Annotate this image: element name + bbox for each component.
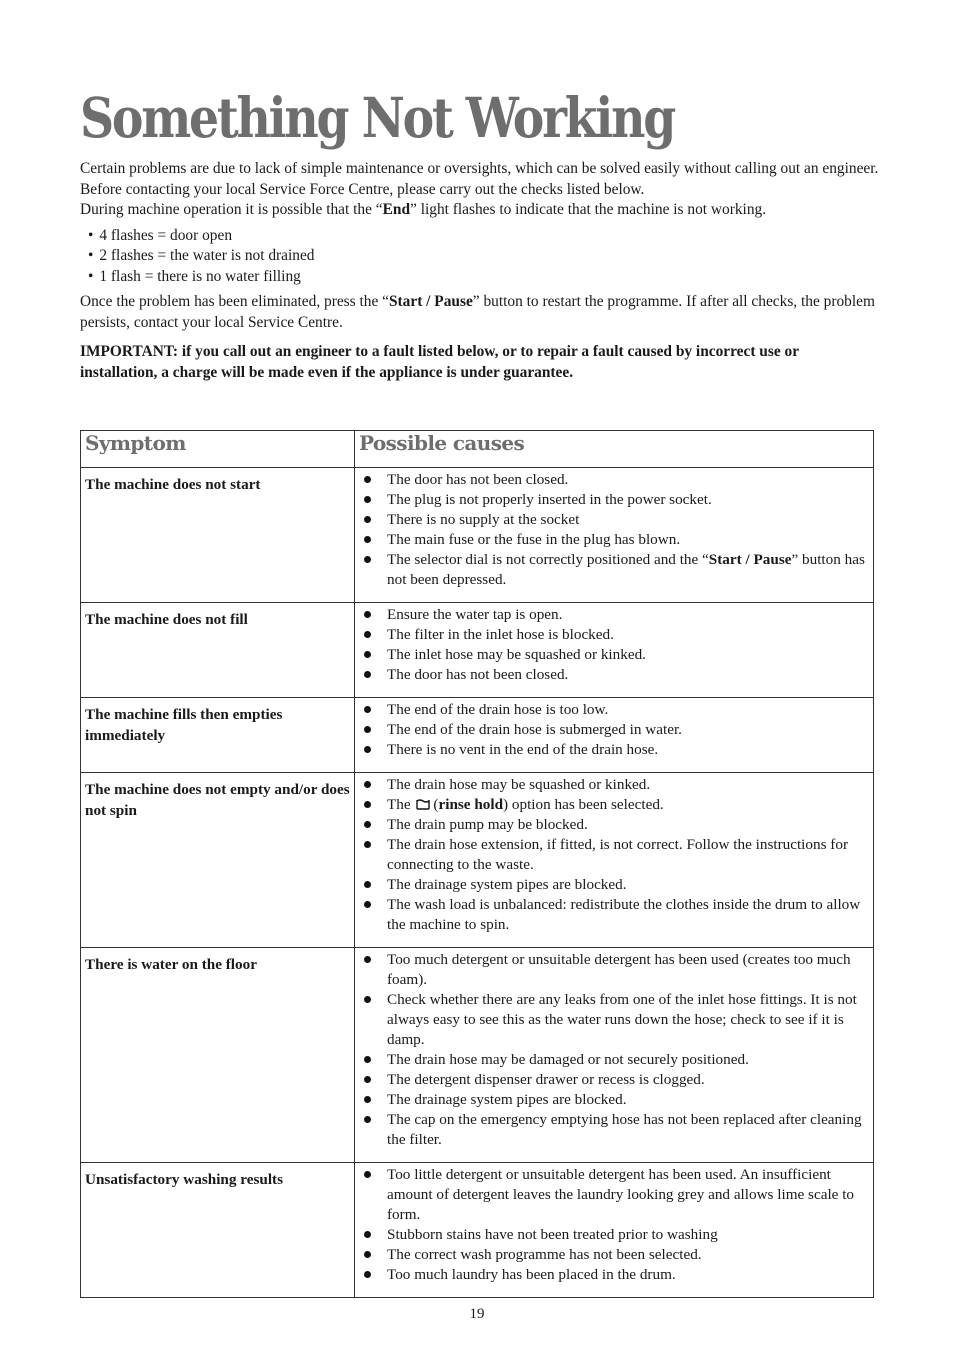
table-row: [81, 948, 874, 1163]
cause-item: Too much detergent or unsuitable detergent has been used (creates too much foam).: [361, 950, 867, 990]
symptom-cell: The machine does not start: [81, 468, 355, 603]
table-row: [81, 468, 874, 603]
symptom-column-header: Symptom: [81, 431, 355, 468]
symptom-cell: Unsatisfactory washing results: [81, 1163, 355, 1298]
cause-item: The drainage system pipes are blocked.: [361, 1090, 867, 1110]
restart-paragraph: Once the problem has been eliminated, press the “Start / Pause” button to restart the programme. If after all checks, the problem persists, contact your local Service Centre.: [80, 293, 875, 331]
cause-item: The selector dial is not correctly positioned and the “Start / Pause” button has not been depressed.: [361, 550, 867, 590]
causes-cell: [355, 468, 874, 603]
causes-cell: [355, 773, 874, 948]
table-row: [81, 603, 874, 698]
cause-item: The drain hose may be squashed or kinked.: [361, 775, 867, 795]
table-row: [81, 698, 874, 773]
cause-item: The end of the drain hose is submerged in water.: [361, 720, 867, 740]
cause-item: Ensure the water tap is open.: [361, 605, 867, 625]
cause-item: The inlet hose may be squashed or kinked.: [361, 645, 867, 665]
flash-code-item: • 2 flashes = the water is not drained: [88, 246, 880, 267]
cause-item: There is no vent in the end of the drain hose.: [361, 740, 867, 760]
table-body: [81, 468, 874, 1298]
symptom-cell: The machine fills then empties immediately: [81, 698, 355, 773]
flash-code-list: [80, 226, 880, 288]
symptom-cell: The machine does not empty and/or does not spin: [81, 773, 355, 948]
start-pause-label: Start / Pause: [389, 293, 473, 310]
causes-cell: [355, 1163, 874, 1298]
symptom-cell: There is water on the floor: [81, 948, 355, 1163]
cause-list: [361, 605, 867, 685]
cause-item: The detergent dispenser drawer or recess is clogged.: [361, 1070, 867, 1090]
table-row: [81, 773, 874, 948]
cause-item: The filter in the inlet hose is blocked.: [361, 625, 867, 645]
causes-cell: [355, 603, 874, 698]
causes-cell: [355, 948, 874, 1163]
cause-item: The end of the drain hose is too low.: [361, 700, 867, 720]
symptom-cell: The machine does not fill: [81, 603, 355, 698]
end-light-paragraph: During machine operation it is possible that the “End” light flashes to indicate that the machine is not working.: [80, 201, 767, 218]
cause-item: Stubborn stains have not been treated prior to washing: [361, 1225, 867, 1245]
cause-item: The door has not been closed.: [361, 470, 867, 490]
intro-section: [80, 159, 880, 383]
important-notice: IMPORTANT: if you call out an engineer to a fault listed below, or to repair a fault caused by incorrect use or installation, a charge will be made even if the appliance is under guarantee.: [80, 343, 799, 381]
page-title: Something Not Working: [80, 85, 675, 150]
cause-item: The drain pump may be blocked.: [361, 815, 867, 835]
cause-item: The cap on the emergency emptying hose has not been replaced after cleaning the filter.: [361, 1110, 867, 1150]
causes-cell: [355, 698, 874, 773]
flash-code-item: • 4 flashes = door open: [88, 226, 880, 247]
end-light-label: End: [382, 201, 411, 218]
flash-code-item: • 1 flash = there is no water filling: [88, 267, 880, 288]
cause-list: [361, 950, 867, 1150]
causes-column-header: Possible causes: [355, 431, 874, 468]
cause-item: Too little detergent or unsuitable detergent has been used. An insufficient amount of detergent leaves the laundry looking grey and allows lime scale to form.: [361, 1165, 867, 1225]
cause-item: The drain hose extension, if fitted, is not correct. Follow the instructions for connecting to the waste.: [361, 835, 867, 875]
cause-item: The main fuse or the fuse in the plug has blown.: [361, 530, 867, 550]
cause-item: The door has not been closed.: [361, 665, 867, 685]
cause-item: Check whether there are any leaks from one of the inlet hose fittings. It is not always easy to see this as the water runs down the hose; check to see if it is damp.: [361, 990, 867, 1050]
cause-list: [361, 775, 867, 935]
cause-item: The drainage system pipes are blocked.: [361, 875, 867, 895]
table-header-row: [81, 431, 874, 468]
rinse-hold-icon: [416, 798, 430, 810]
cause-list: [361, 470, 867, 590]
cause-item: The (rinse hold) option has been selected.: [361, 795, 867, 815]
cause-item: The plug is not properly inserted in the power socket.: [361, 490, 867, 510]
cause-item: There is no supply at the socket: [361, 510, 867, 530]
cause-item: The wash load is unbalanced: redistribute the clothes inside the drum to allow the machine to spin.: [361, 895, 867, 935]
cause-list: [361, 700, 867, 760]
troubleshooting-table: [80, 430, 874, 1298]
cause-list: [361, 1165, 867, 1285]
cause-item: Too much laundry has been placed in the drum.: [361, 1265, 867, 1285]
intro-paragraph: Certain problems are due to lack of simple maintenance or oversights, which can be solved easily without calling out an engineer. Before contacting your local Service Force Centre, please carry out the checks listed below.: [80, 160, 879, 198]
cause-item: The correct wash programme has not been selected.: [361, 1245, 867, 1265]
table-row: [81, 1163, 874, 1298]
cause-item: The drain hose may be damaged or not securely positioned.: [361, 1050, 867, 1070]
page-number: 19: [469, 1306, 485, 1322]
